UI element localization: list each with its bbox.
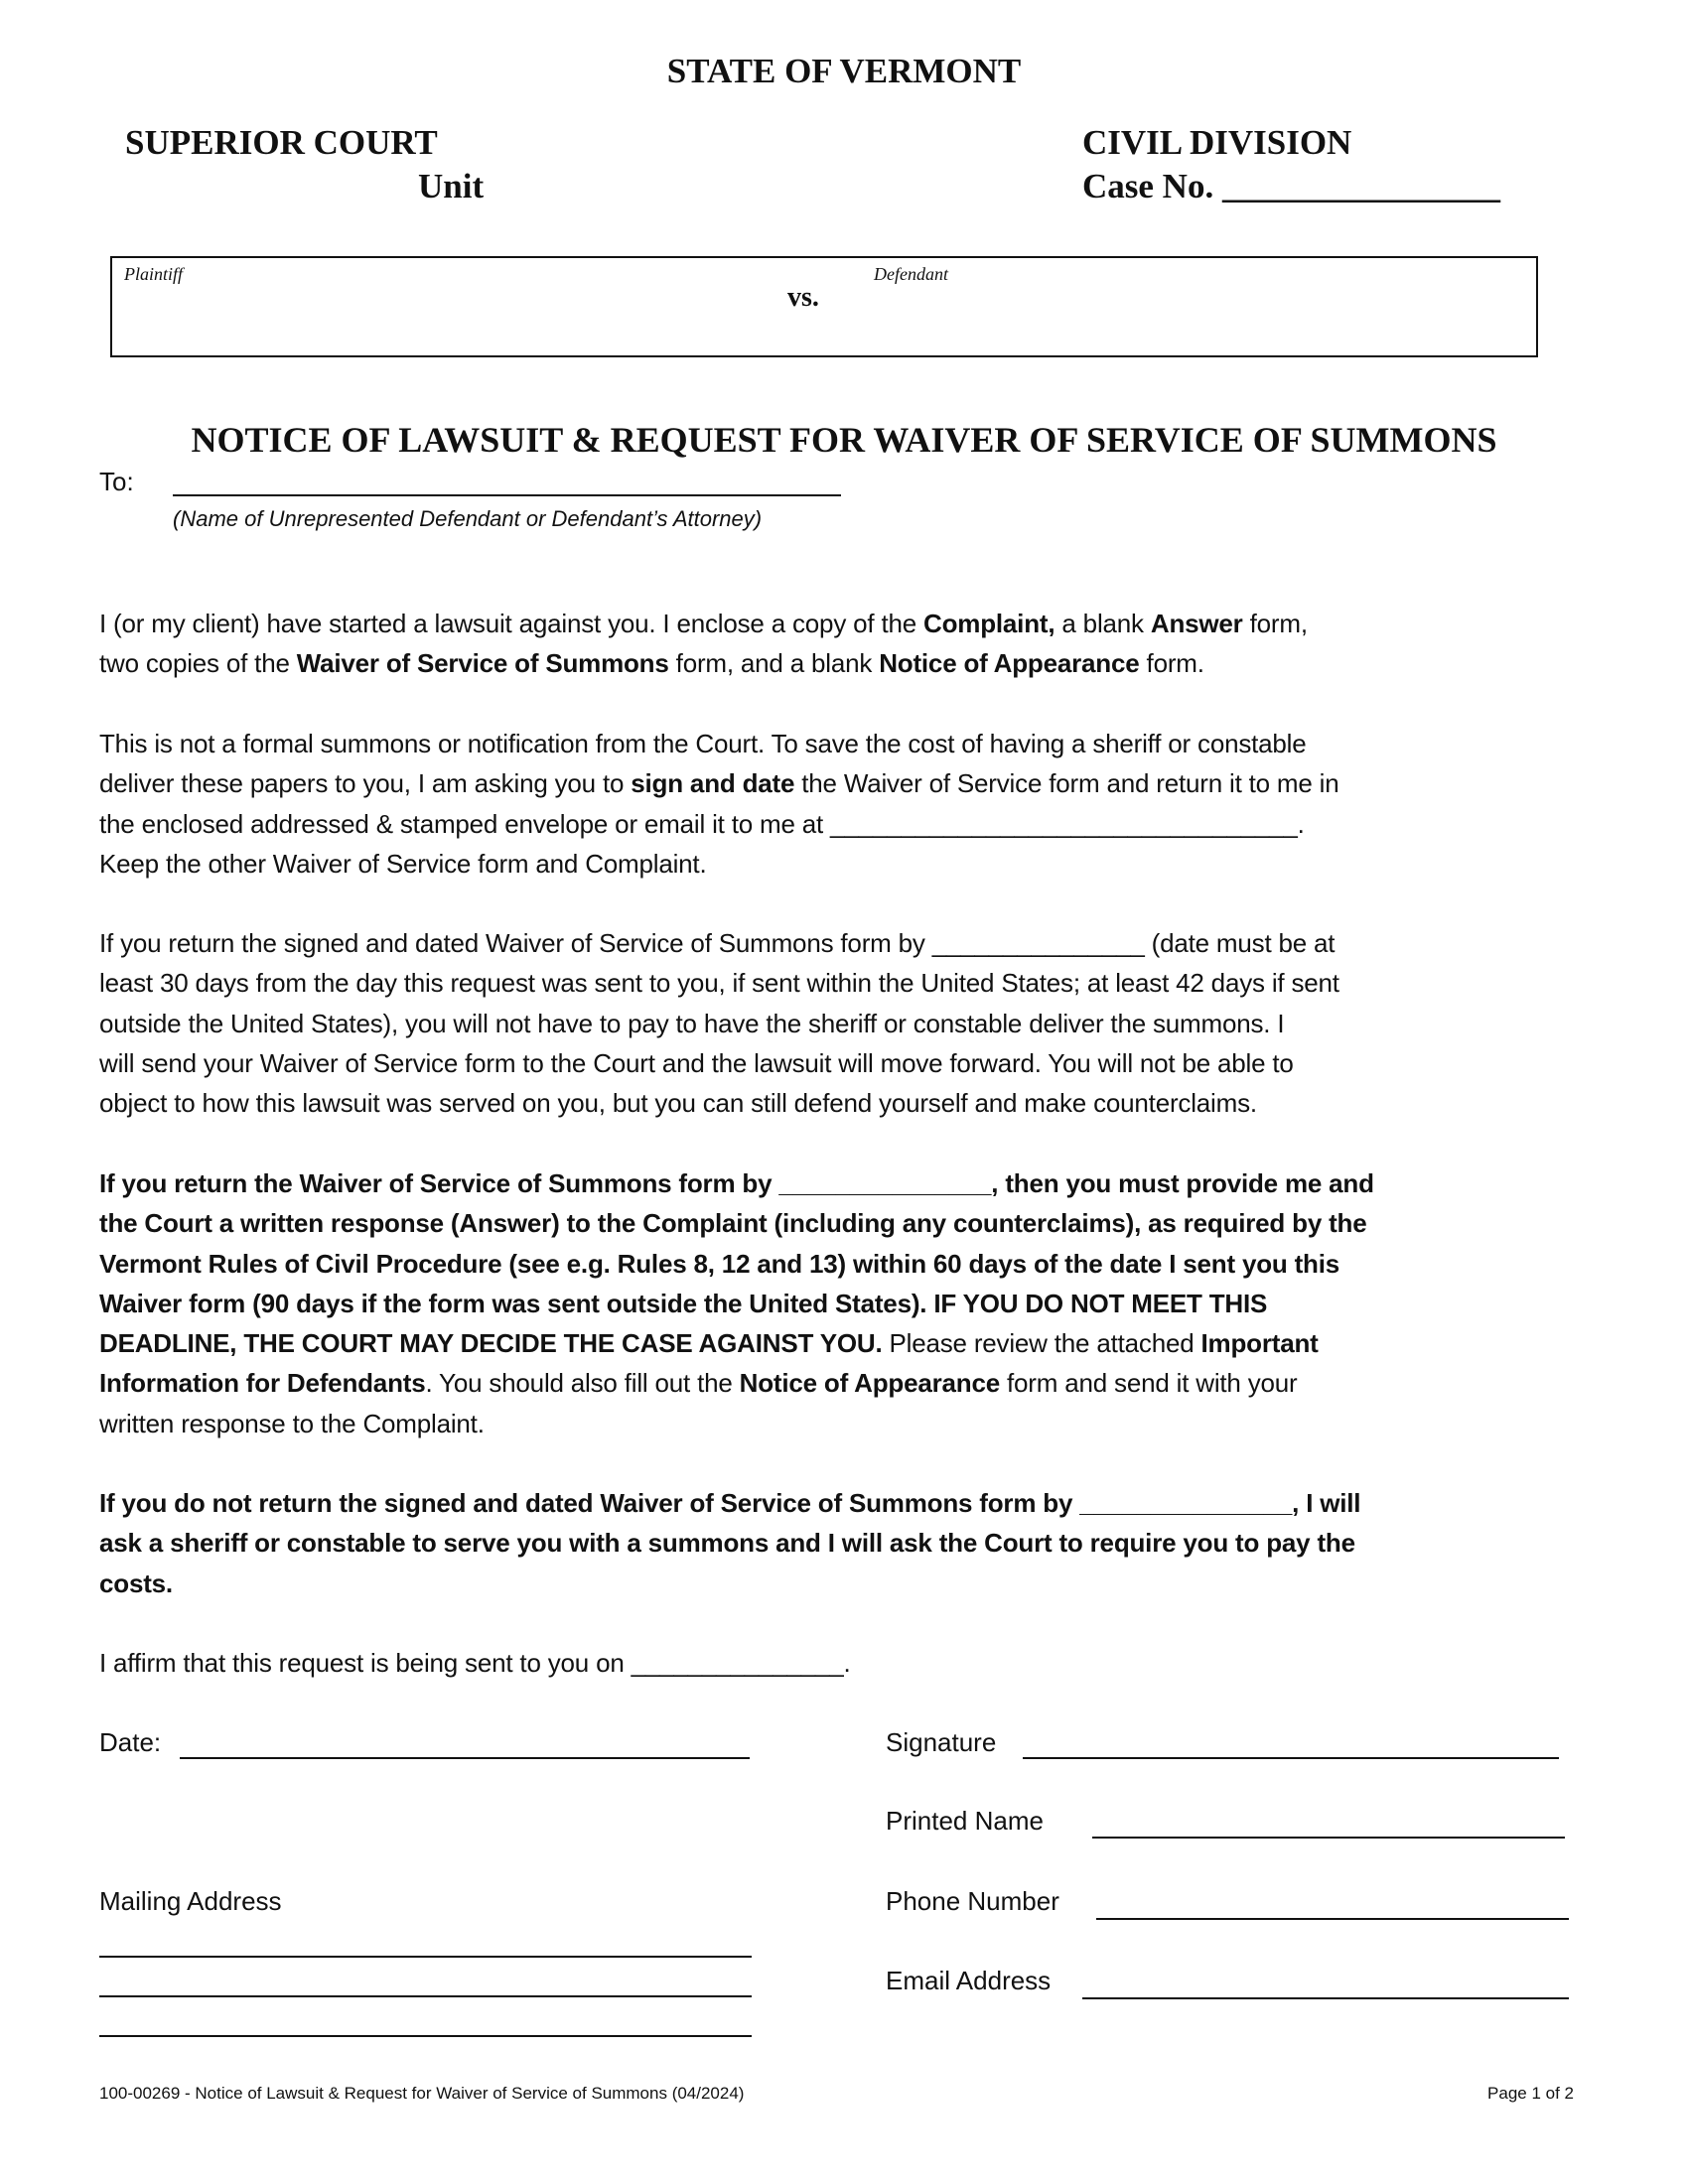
signature-label: Signature [886,1727,997,1757]
paragraph-line [99,1523,1360,1563]
paragraph [99,1643,851,1683]
text-run: Notice of Appearance [739,1368,1000,1399]
text-run: the enclosed addressed & stamped envelope or email it to me at _________________________________. [99,808,1305,839]
text-run: If you return the Waiver of Service of Summons form by _______________, then you must provide me and [99,1168,1374,1198]
paragraph-line [99,1483,1360,1523]
date-label: Date: [99,1727,162,1757]
paragraph-line [99,1004,1339,1043]
text-run: the Waiver of Service form and return it to me in [794,768,1339,799]
plaintiff-label: Plaintiff [124,264,184,284]
text-run: the Court a written response (Answer) to the Complaint (including any counterclaims), as required by the [99,1208,1367,1239]
vs-label: vs. [787,282,819,313]
text-run: I affirm that this request is being sent to you on _______________. [99,1648,851,1678]
text-run: Keep the other Waiver of Service form and Complaint. [99,848,707,879]
text-run: . You should also fill out the [425,1368,740,1399]
defendant-label: Defendant [874,264,948,284]
text-run: Information for Defendants [99,1368,426,1399]
paragraph-line [99,1404,1374,1443]
paragraph-line [99,844,1339,884]
text-run: object to how this lawsuit was served on you, but you can still defend yourself and make counterclaims. [99,1088,1257,1119]
mailing-address-line-1[interactable] [99,1956,752,1958]
text-run: Notice of Appearance [879,648,1140,679]
text-run: Important [1200,1328,1319,1359]
text-run: a blank [1055,609,1151,638]
paragraph-line [99,1163,1374,1203]
text-run: This is not a formal summons or notification from the Court. To save the cost of having a sheriff or constable [99,729,1307,758]
unit-label: Unit [418,167,485,205]
mailing-address-line-2[interactable] [99,1995,752,1997]
text-run: outside the United States), you will not have to pay to have the sheriff or constable deliver the summons. I [99,1008,1285,1038]
text-run: sign and date [631,768,795,799]
printed-name-label: Printed Name [886,1806,1044,1836]
text-run: deliver these papers to you, I am asking you to [99,768,632,799]
paragraph-line [99,1043,1339,1083]
text-run: least 30 days from the day this request was sent to you, if sent within the United States; at least 42 days if sent [99,968,1339,999]
text-run: Complaint, [923,609,1055,638]
to-label: To: [99,467,134,496]
text-run: I (or my client) have started a lawsuit against you. I enclose a copy of the [99,609,924,638]
paragraph [99,923,1339,1123]
paragraph-line [99,963,1339,1003]
text-run: costs. [99,1568,173,1598]
text-run: form. [1139,648,1204,679]
text-run: form and send it with your [999,1368,1298,1399]
mailing-address-line-3[interactable] [99,2035,752,2037]
case-caption-box [110,256,1538,357]
printed-name-field[interactable] [1092,1837,1565,1839]
text-run: If you return the signed and dated Waiver of Service of Summons form by _______________ (date must be at [99,928,1336,958]
to-hint: (Name of Unrepresented Defendant or Defendant’s Attorney) [173,506,763,531]
text-run: form, [1242,609,1308,638]
paragraph-line [99,604,1308,643]
state-heading: STATE OF VERMONT [666,52,1022,90]
paragraph-line [99,1323,1374,1363]
page-number: Page 1 of 2 [1487,2084,1574,2103]
text-run: Vermont Rules of Civil Procedure (see e.g. Rules 8, 12 and 13) within 60 days of the date I sent you this [99,1248,1340,1279]
paragraph-line [99,1564,1360,1603]
text-run: Please review the attached [882,1328,1201,1359]
paragraph-line [99,1643,851,1683]
date-field[interactable] [180,1757,750,1759]
mailing-address-label: Mailing Address [99,1886,282,1916]
paragraph-line [99,1244,1374,1284]
text-run: Waiver of Service of Summons [296,648,669,679]
paragraph-line [99,724,1339,763]
paragraph [99,604,1308,684]
text-run: two copies of the [99,648,297,679]
signature-field[interactable] [1023,1757,1559,1759]
phone-label: Phone Number [886,1886,1059,1916]
paragraph-line [99,643,1308,683]
paragraph-line [99,1363,1374,1403]
email-field[interactable] [1082,1997,1569,1999]
court-heading: SUPERIOR COURT [125,123,438,162]
email-label: Email Address [886,1966,1052,1995]
paragraph-line [99,1203,1374,1243]
text-run: If you do not return the signed and dated Waiver of Service of Summons form by _______________, I will [99,1488,1361,1518]
text-run: Answer [1150,609,1243,638]
to-name-field[interactable] [173,494,841,496]
paragraph-line [99,804,1339,844]
text-run: form, and a blank [668,648,880,679]
paragraph [99,1483,1360,1603]
paragraph-line [99,1284,1374,1323]
paragraph [99,1163,1374,1443]
division-heading: CIVIL DIVISION [1082,123,1352,162]
text-run: written response to the Complaint. [99,1408,485,1438]
paragraph [99,724,1339,884]
text-run: Waiver form (90 days if the form was sent outside the United States). IF YOU DO NOT MEET THIS [99,1288,1268,1318]
form-id: 100-00269 - Notice of Lawsuit & Request for Waiver of Service of Summons (04/2024) [99,2084,745,2103]
document-title: NOTICE OF LAWSUIT & REQUEST FOR WAIVER OF SERVICE OF SUMMONS [191,420,1497,460]
text-run: ask a sheriff or constable to serve you with a summons and I will ask the Court to require you to pay the [99,1528,1355,1559]
text-run: will send your Waiver of Service form to the Court and the lawsuit will move forward. You will not be able to [99,1047,1294,1078]
paragraph-line [99,923,1339,963]
paragraph-line [99,763,1339,803]
case-number-field[interactable]: Case No. ________________ [1082,167,1500,205]
paragraph-line [99,1083,1339,1123]
phone-field[interactable] [1096,1918,1569,1920]
text-run: DEADLINE, THE COURT MAY DECIDE THE CASE AGAINST YOU. [99,1328,883,1359]
